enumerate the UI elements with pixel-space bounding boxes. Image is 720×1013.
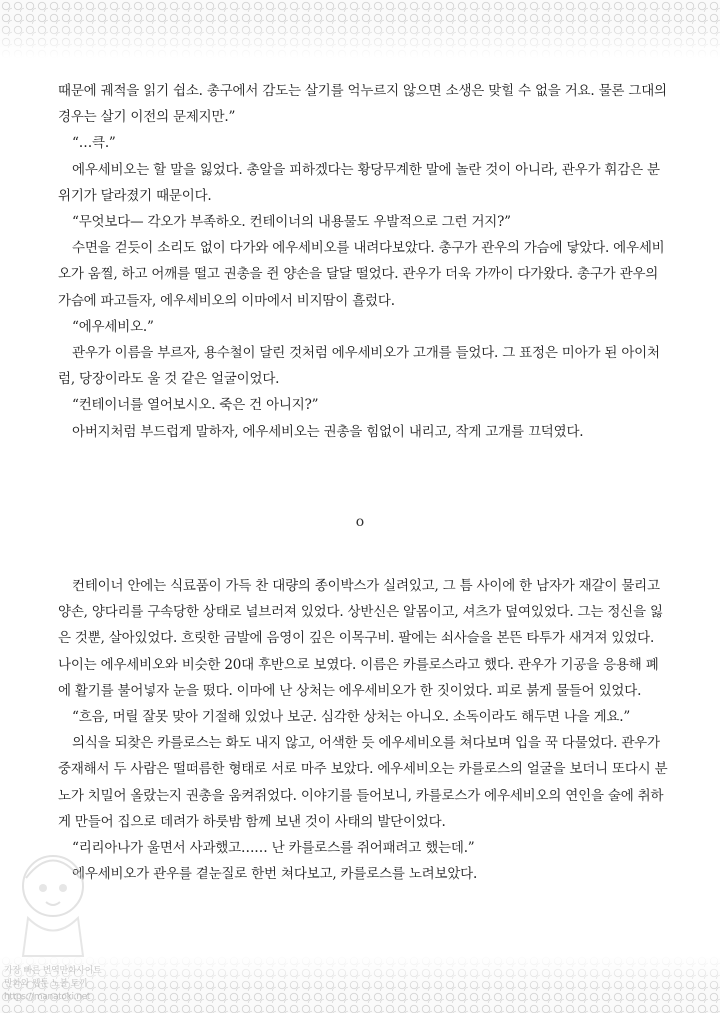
text-block-part1 bbox=[58, 78, 668, 445]
paragraph: “…큭.” bbox=[72, 135, 116, 152]
site-watermark bbox=[0, 838, 140, 1013]
paragraph: “무엇보다— 각오가 부족하오. 컨테이너의 내용물도 우발적으로 그런 거지?” bbox=[72, 214, 511, 231]
paragraph: 아버지처럼 부드럽게 말하자, 에우세비오는 권총을 힘없이 내리고, 작게 고개를 끄덕였다. bbox=[72, 423, 584, 440]
paragraph: 수면을 걷듯이 소리도 없이 다가와 에우세비오를 내려다보았다. 총구가 관우의 가슴에 닿았다. 에우세비오가 움찔, 하고 어깨를 떨고 권총을 쥔 양손을 달달 떨었다. 관우가 더욱 가까이 다가왔다. 총구가 관우의 가슴에 파고들자, 에우세비오의 이마에서 비지땀이 흘렀다. bbox=[58, 240, 665, 309]
paragraph: 의식을 되찾은 카를로스는 화도 내지 않고, 어색한 듯 에우세비오를 쳐다보며 입을 꾹 다물었다. 관우가 중재해서 두 사람은 떨떠름한 형태로 서로 마주 보았다. 에우세비오는 카를로스의 얼굴을 보더니 또다시 분노가 치밀어 올랐는지 권총을 움켜쥐었다. 이야기를 들어보니, 카를로스가 에우세비오의 연인을 술에 취하게 만들어 집으로 데려가 하룻밤 함께 보낸 것이 사태의 발단이었다. bbox=[58, 735, 668, 830]
top-decorative-border bbox=[0, 0, 720, 58]
paragraph: 에우세비오가 관우를 곁눈질로 한번 쳐다보고, 카를로스를 노려보았다. bbox=[72, 866, 478, 883]
paragraph: “흐음, 머릴 잘못 맞아 기절해 있었나 보군. 심각한 상처는 아니오. 소독이라도 해두면 나을 게요.” bbox=[72, 709, 631, 726]
paragraph: 때문에 궤적을 읽기 쉽소. 총구에서 감도는 살기를 억누르지 않으면 소생은 맞힐 수 없을 거요. 물론 그대의 경우는 살기 이전의 문제지만.” bbox=[58, 83, 667, 126]
paragraph: “컨테이너를 열어보시오. 죽은 건 아니지?” bbox=[72, 397, 319, 414]
mascot-icon bbox=[8, 838, 98, 958]
paragraph: 관우가 이름을 부르자, 용수철이 달린 것처럼 에우세비오가 고개를 들었다. 그 표정은 미아가 된 아이처럼, 당장이라도 울 것 같은 얼굴이었다. bbox=[58, 345, 660, 388]
paragraph: 에우세비오는 할 말을 잃었다. 총알을 피하겠다는 황당무계한 말에 놀란 것이 아니라, 관우가 휘감은 분위기가 달라졌기 때문이다. bbox=[58, 161, 660, 204]
text-block-part2 bbox=[58, 573, 668, 887]
scene-break-marker: o bbox=[355, 514, 365, 530]
paragraph: 컨테이너 안에는 식료품이 가득 찬 대량의 종이박스가 실려있고, 그 틈 사이에 한 남자가 재갈이 물리고 양손, 양다리를 구속당한 상태로 널브러져 있었다. 상반신은 알몸이고, 셔츠가 덮여있었다. 그는 정신을 잃은 것뿐, 살아있었다. 흐릿한 금발에 음영이 깊은 이목구비. 팔에는 쇠사슬을 본뜬 타투가 새겨져 있었다. 나이는 에우세비오와 비슷한 20대 후반으로 보였다. 이름은 카를로스라고 했다. 관우가 기공을 응용해 폐에 활기를 불어넣자 눈을 떴다. 이마에 난 상처는 에우세비오가 한 짓이었다. 피로 붉게 물들어 있었다. bbox=[58, 578, 663, 699]
watermark-line: 만화와 웹툰 노블 토끼 bbox=[4, 979, 88, 989]
watermark-url: https://manatoki.net bbox=[4, 992, 91, 1002]
watermark-line: 가장 빠른 번역만화사이트 bbox=[4, 966, 102, 976]
paragraph: “리리아나가 울면서 사과했고…… 난 카를로스를 쥐어패려고 했는데.” bbox=[72, 840, 475, 857]
paragraph: “에우세비오.” bbox=[72, 318, 154, 335]
